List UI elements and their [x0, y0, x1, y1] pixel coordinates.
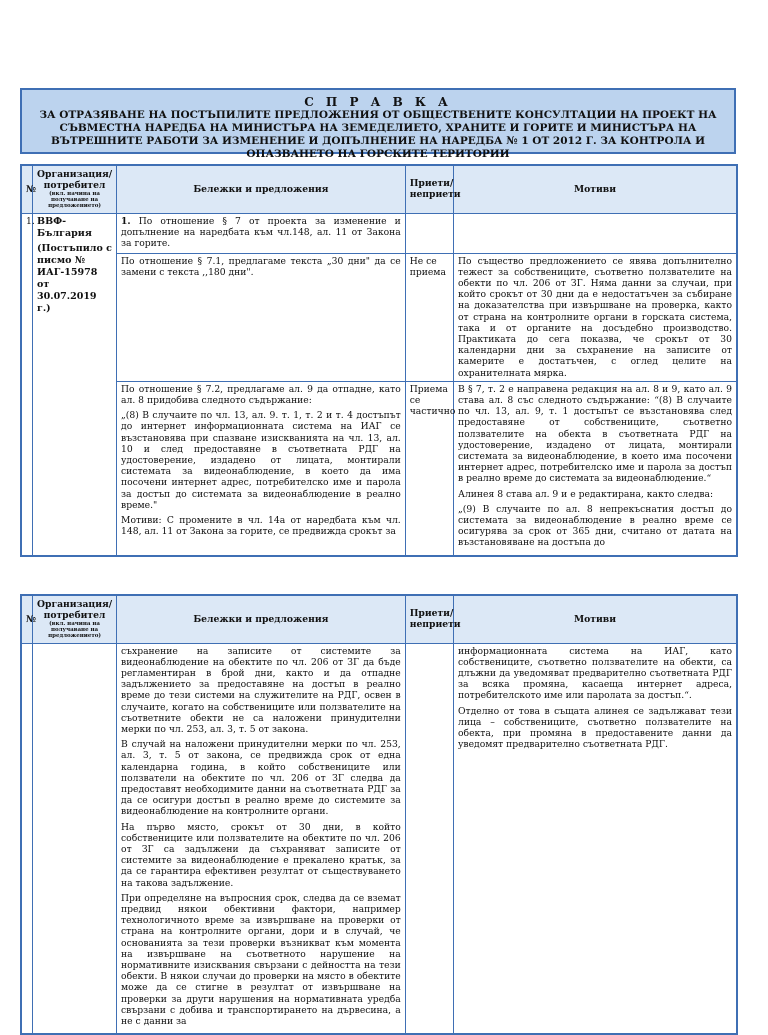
accepted-cell: Не се приема	[405, 253, 453, 381]
accepted-cell	[405, 643, 453, 1034]
org-source: (Постъпило с писмо № ИАГ-15978 от 30.07.2019 г.)	[37, 242, 112, 314]
motives-paragraph: В § 7, т. 2 е направена редакция на ал. 8 и 9, като ал. 9 става ал. 8 със следното съдържание: “(8) В случаите по чл. 13, ал. 9, т. 1 достъпът се възстановява след предоставяне от собствениците, съответно ползвателите на обекта в съответната РДГ на удостоверение, издадено от лицата, монтирали системата за видеонаблюдение, в което има посочени интернет адрес, потребителско име и парола за достъп в реално време до системата за видеонаблюдение.“	[458, 383, 732, 485]
motives-paragraph: Отделно от това в същата алинея се задължават тези лица – собствениците, съответно ползвателите на обекта, при промяна в предоставените данни да уведомят предварително съответната РДГ.	[458, 705, 732, 751]
document-title: С П Р А В К А	[304, 95, 452, 109]
motives-cell	[454, 381, 737, 555]
header-accepted: Приети/ неприети	[405, 595, 453, 643]
motives-cell: По същество предложението се явява допълнително тежест за собствениците, съответно ползвателите на обекти по чл. 206 от ЗГ. Няма данни за случаи, при който срокът от 30 дни да е недостатъчен за събиране на доказателства при извършване на проверка, както от страна на контролните органи в горската система, така и от органите на досъдебно производство. Практиката до сега показва, че срокът от 30 календарни дни за съхранение на записите от камерите е достатъчен, с оглед целите на охранителната мярка.	[454, 253, 737, 381]
motives-cell	[454, 213, 737, 253]
note-cell	[117, 381, 406, 555]
note-paragraph: „(8) В случаите по чл. 13, ал. 9. т. 1, т. 2 и т. 4 достъпът до интернет информационната система на ИАГ се възстановява при спазване изискванията на чл. 13, ал. 10 и след предоставяне в съответната РДГ на удостоверение, издадено от лицата, монтирали системата за видеонаблюдение, в което да има посочени интернет адрес, потребителско име и парола за достъп до системата за видеонаблюдение в реално време."	[121, 410, 401, 511]
note-cell	[117, 643, 406, 1034]
header-org-label: Организация/ потребител	[37, 599, 113, 622]
motives-paragraph: „(9) В случаите по ал. 8 непрекъснатия достъп до системата за видеонаблюдение в реално време се осигурява за срок от 365 дни, считано от датата на възстановяване на достъпа до	[458, 503, 732, 549]
table-row	[21, 213, 737, 253]
note-number: 1.	[121, 215, 131, 227]
org-cell	[33, 213, 117, 556]
note-paragraph: съхранение на записите от системите за видеонаблюдение на обектите по чл. 206 от ЗГ да бъде регламентиран в брой дни, както и да отпадне задължението за предоставяне на достъп в реално време до тези системи на служителите на РДГ, освен в случаите, когато на собствениците или ползвателите на съответните обекти не са наложени принудителни мерки по чл. 253, ал. 3, т. 5 от закона.	[121, 645, 401, 735]
header-motives: Мотиви	[454, 165, 737, 213]
org-cell	[33, 643, 117, 1034]
table-page-1	[20, 164, 740, 549]
table-row	[21, 643, 737, 1034]
table-header-row	[21, 165, 737, 213]
table-row	[21, 381, 737, 555]
motives-paragraph: Алинея 8 става ал. 9 и е редактирана, както следва:	[458, 488, 714, 500]
table-header-row	[21, 595, 737, 643]
note-text: По отношение § 7 от проекта за изменение и допълнение на наредбата към чл.148, ал. 11 от Закона за горите.	[121, 215, 401, 249]
header-motives: Мотиви	[454, 595, 737, 643]
motives-cell	[454, 643, 737, 1034]
table-row	[21, 253, 737, 381]
note-paragraph: По отношение § 7.2, предлагаме ал. 9 да отпадне, като ал. 8 придобива следното съдържание:	[121, 383, 401, 406]
document-title-box	[20, 88, 736, 160]
row-number	[21, 643, 33, 1034]
header-num: №	[21, 595, 33, 643]
header-org-note: (вкл. начина на получаване на предложението)	[48, 621, 101, 640]
motives-paragraph: информационната система на ИАГ, като собствениците, съответно ползвателите на обекти, са длъжни да уведомяват предварително съответната РДГ за всяка промяна, касаеща интернет адреса, потребителското име или паролата за достъп.“.	[458, 645, 732, 702]
accepted-cell: Приема се частично	[405, 381, 453, 555]
header-org-note: (вкл. начина на получаване на предложението)	[48, 191, 101, 210]
header-accepted: Приети/ неприети	[405, 165, 453, 213]
note-cell: По отношение § 7.1, предлагаме текста „30 дни" да се замени с текста ,,180 дни".	[117, 253, 406, 381]
header-org	[33, 165, 117, 213]
header-org	[33, 595, 117, 643]
note-paragraph: На първо място, срокът от 30 дни, в който собствениците или ползвателите на обектите по чл. 206 от ЗГ са задължени да съхраняват записите от системите за видеонаблюдение е прекалено кратък, за да се гарантира ефективен резултат от съществуването на такова задължение.	[121, 821, 401, 889]
note-paragraph: В случай на наложени принудителни мерки по чл. 253, ал. 3, т. 5 от закона, се предвижда срок от една календарна година, в който собствениците или ползватели на обектите по чл. 206 от ЗГ следва да предоставят необходимите данни на съответната РДГ за да се осигури достъп в реално време до системите за видеонаблюдение на контролните органи.	[121, 739, 401, 818]
row-number: 1.	[21, 213, 33, 556]
header-notes: Бележки и предложения	[117, 165, 406, 213]
header-num: №	[21, 165, 33, 213]
header-notes: Бележки и предложения	[117, 595, 406, 643]
note-paragraph: При определяне на въпросния срок, следва да се вземат предвид някои обективни фактори, например технологичното време за извършване на проверки от страна на контролните органи, дори и в случай, че основанията за тези проверки възникват към момента на извършване на съответното нарушение на нормативните изисквания свързани с дейността на тези обекти. В някои случаи до проверки на място в обектите може да се стигне в резултат от извършване на проверки за други нарушения на нормативната уредба свързани с добива и транспортирането на дървесина, а не с данни за	[121, 892, 401, 1027]
note-paragraph: Мотиви: С промените в чл. 14а от наредбата към чл. 148, ал. 11 от Закона за горите, се предвижда срокът за	[121, 514, 401, 538]
table-page-2	[20, 594, 740, 1027]
document-subtitle: ЗА ОТРАЗЯВАНЕ НА ПОСТЪПИЛИТЕ ПРЕДЛОЖЕНИЯ ОТ ОБЩЕСТВЕНИТЕ КОНСУЛТАЦИИ НА ПРОЕКТ НА СЪВМЕСТНА НАРЕДБА НА МИНИСТЪРА НА ЗЕМЕДЕЛИЕТО, ХРАНИТЕ И ГОРИТЕ И МИНИСТЪРА НА ВЪТРЕШНИТЕ РАБОТИ ЗА ИЗМЕНЕНИЕ И ДОПЪЛНЕНИЕ НА НАРЕДБА № 1 ОТ 2012 Г. ЗА КОНТРОЛА И ОПАЗВАНЕТО НА ГОРСКИТЕ ТЕРИТОРИИ	[39, 109, 717, 160]
header-org-label: Организация/ потребител	[37, 169, 113, 192]
accepted-cell	[405, 213, 453, 253]
org-name: ВВФ-България	[37, 215, 92, 239]
note-cell	[117, 213, 406, 253]
